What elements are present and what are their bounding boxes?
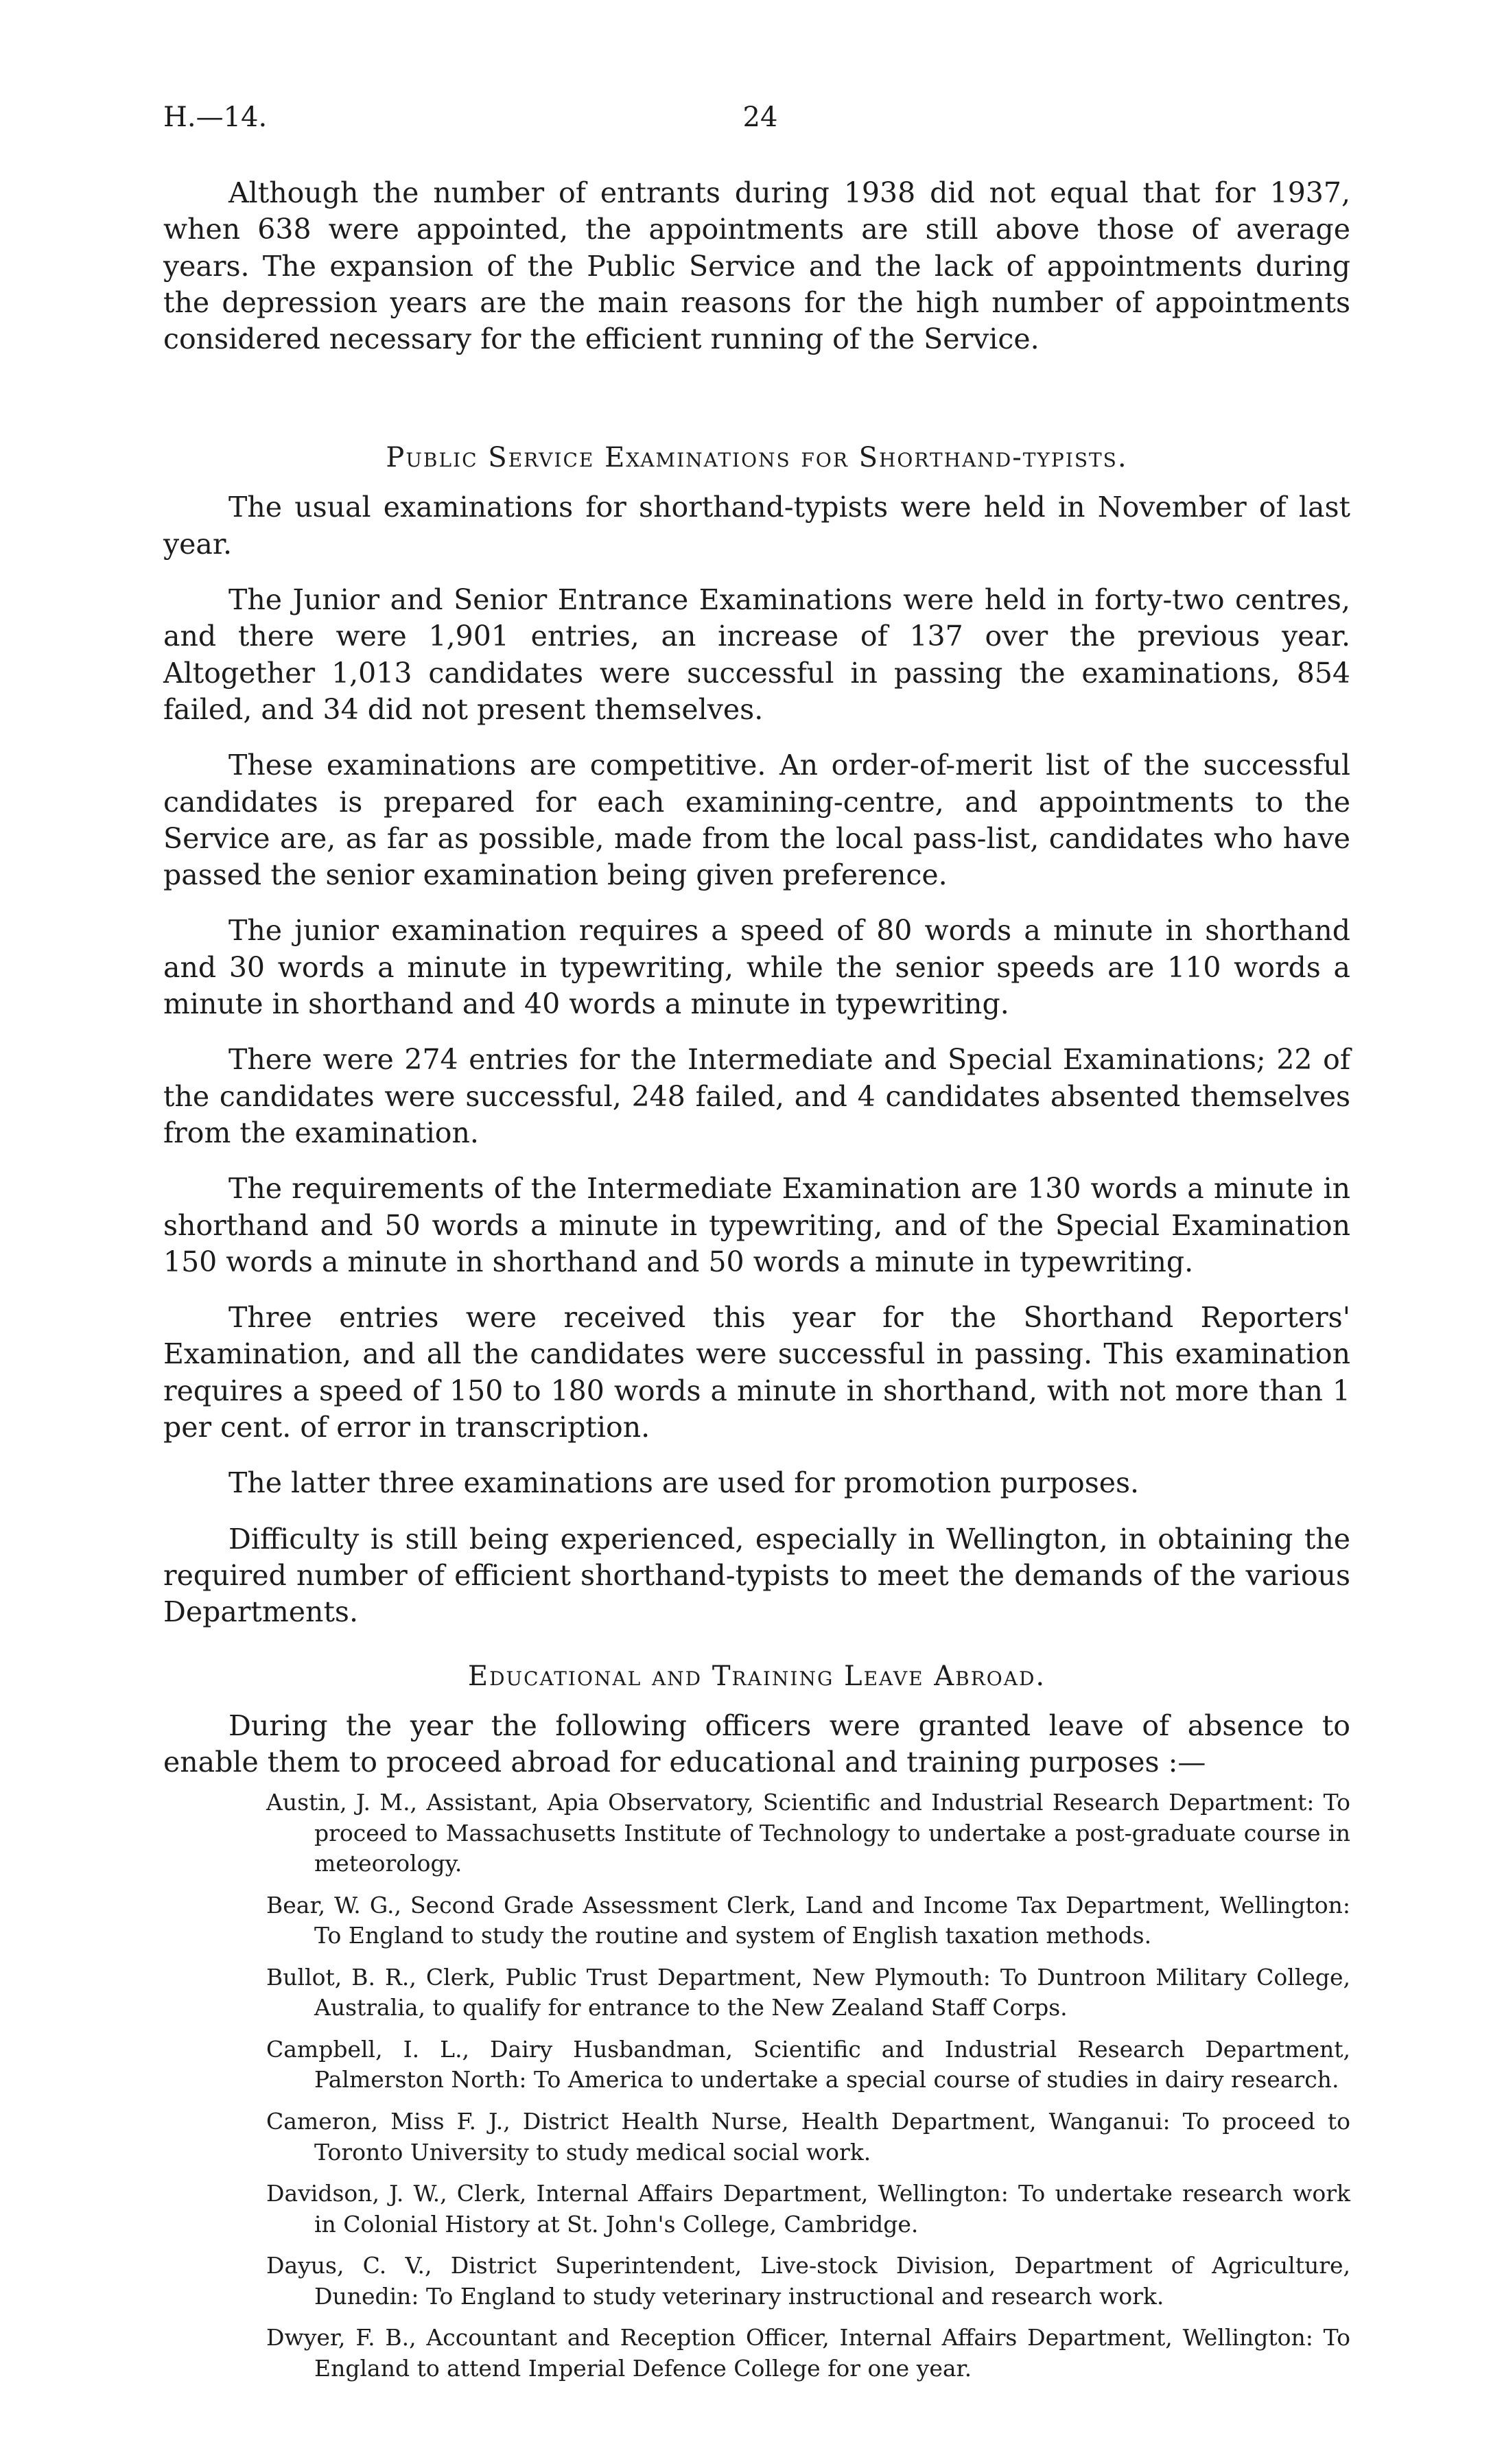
paragraph: The usual examinations for shorthand-typists were held in November of last year. bbox=[163, 491, 1350, 561]
list-item: Bullot, B. R., Clerk, Public Trust Department, New Plymouth: To Duntroon Military College, Australia, to qualify for entrance to the New Zealand Staff Corps. bbox=[266, 1963, 1350, 2021]
list-item: Austin, J. M., Assistant, Apia Observatory, Scientific and Industrial Research Department: To proceed to Massachusetts Institute of Technology to undertake a post-graduate course in meteorology. bbox=[266, 1789, 1350, 1877]
list-item: Davidson, J. W., Clerk, Internal Affairs Department, Wellington: To undertake research work in Colonial History at St. John's College, Cambridge. bbox=[266, 2180, 1350, 2238]
list-item: Campbell, I. L., Dairy Husbandman, Scientific and Industrial Research Department, Palmerston North: To America to undertake a special course of studies in dairy research. bbox=[266, 2035, 1350, 2093]
paragraph: There were 274 entries for the Intermediate and Special Examinations; 22 of the candidates were successful, 248 failed, and 4 candidates absented themselves from the examination. bbox=[163, 1043, 1350, 1149]
section-heading-training-leave: Educational and Training Leave Abroad. bbox=[467, 1660, 1046, 1692]
document-reference: H.—14. bbox=[163, 102, 268, 133]
list-item: Dayus, C. V., District Superintendent, Live-stock Division, Department of Agriculture, Dunedin: To England to study veterinary instructional and research work. bbox=[266, 2252, 1350, 2310]
section-heading-shorthand-examinations: Public Service Examinations for Shorthand-typists. bbox=[386, 442, 1128, 474]
paragraph: The requirements of the Intermediate Examination are 130 words a minute in shorthand and 50 words a minute in typewriting, and of the Special Examination 150 words a minute in shorthand and 50 words a minute in typewriting. bbox=[163, 1172, 1350, 1278]
paragraph: The latter three examinations are used for promotion purposes. bbox=[228, 1466, 1140, 1500]
list-item: Bear, W. G., Second Grade Assessment Clerk, Land and Income Tax Department, Wellington: To England to study the routine and system of English taxation methods. bbox=[266, 1891, 1350, 1949]
page-body bbox=[163, 175, 1350, 2395]
page-header bbox=[163, 102, 1357, 143]
paragraph: These examinations are competitive. An order-of-merit list of the successful candidates is prepared for each examining-centre, and appointments to the Service are, as far as possible, made from the local pass-list, candidates who have passed the senior examination being given preference. bbox=[163, 749, 1350, 892]
page-number: 24 bbox=[742, 102, 778, 133]
paragraph: The junior examination requires a speed of 80 words a minute in shorthand and 30 words a minute in typewriting, while the senior speeds are 110 words a minute in shorthand and 40 words a minute in typewriting. bbox=[163, 914, 1350, 1021]
paragraph: Difficulty is still being experienced, especially in Wellington, in obtaining the required number of efficient shorthand-typists to meet the demands of the various Departments. bbox=[163, 1522, 1350, 1629]
list-item: Cameron, Miss F. J., District Health Nurse, Health Department, Wanganui: To proceed to Toronto University to study medical social work. bbox=[266, 2108, 1350, 2166]
leave-intro-paragraph: During the year the following officers were granted leave of absence to enable them to proceed abroad for educational and training purposes :— bbox=[163, 1709, 1350, 1779]
officer-list bbox=[163, 1787, 1350, 2384]
intro-paragraph: Although the number of entrants during 1938 did not equal that for 1937, when 638 were appointed, the appointments are still above those of average years. The expansion of the Public Service and the lack of appointments during the depression years are the main reasons for the high number of appointments considered necessary for the efficient running of the Service. bbox=[163, 176, 1350, 356]
list-item: Dwyer, F. B., Accountant and Reception Officer, Internal Affairs Department, Wellington: To England to attend Imperial Defence College for one year. bbox=[266, 2324, 1350, 2382]
paragraph: The Junior and Senior Entrance Examinations were held in forty-two centres, and there were 1,901 entries, an increase of 137 over the previous year. Altogether 1,013 candidates were successful in passing the examinations, 854 failed, and 34 did not present themselves. bbox=[163, 583, 1350, 726]
paragraph: Three entries were received this year for the Shorthand Reporters' Examination, and all the candidates were successful in passing. This examination requires a speed of 150 to 180 words a minute in shorthand, with not more than 1 per cent. of error in transcription. bbox=[163, 1301, 1350, 1444]
